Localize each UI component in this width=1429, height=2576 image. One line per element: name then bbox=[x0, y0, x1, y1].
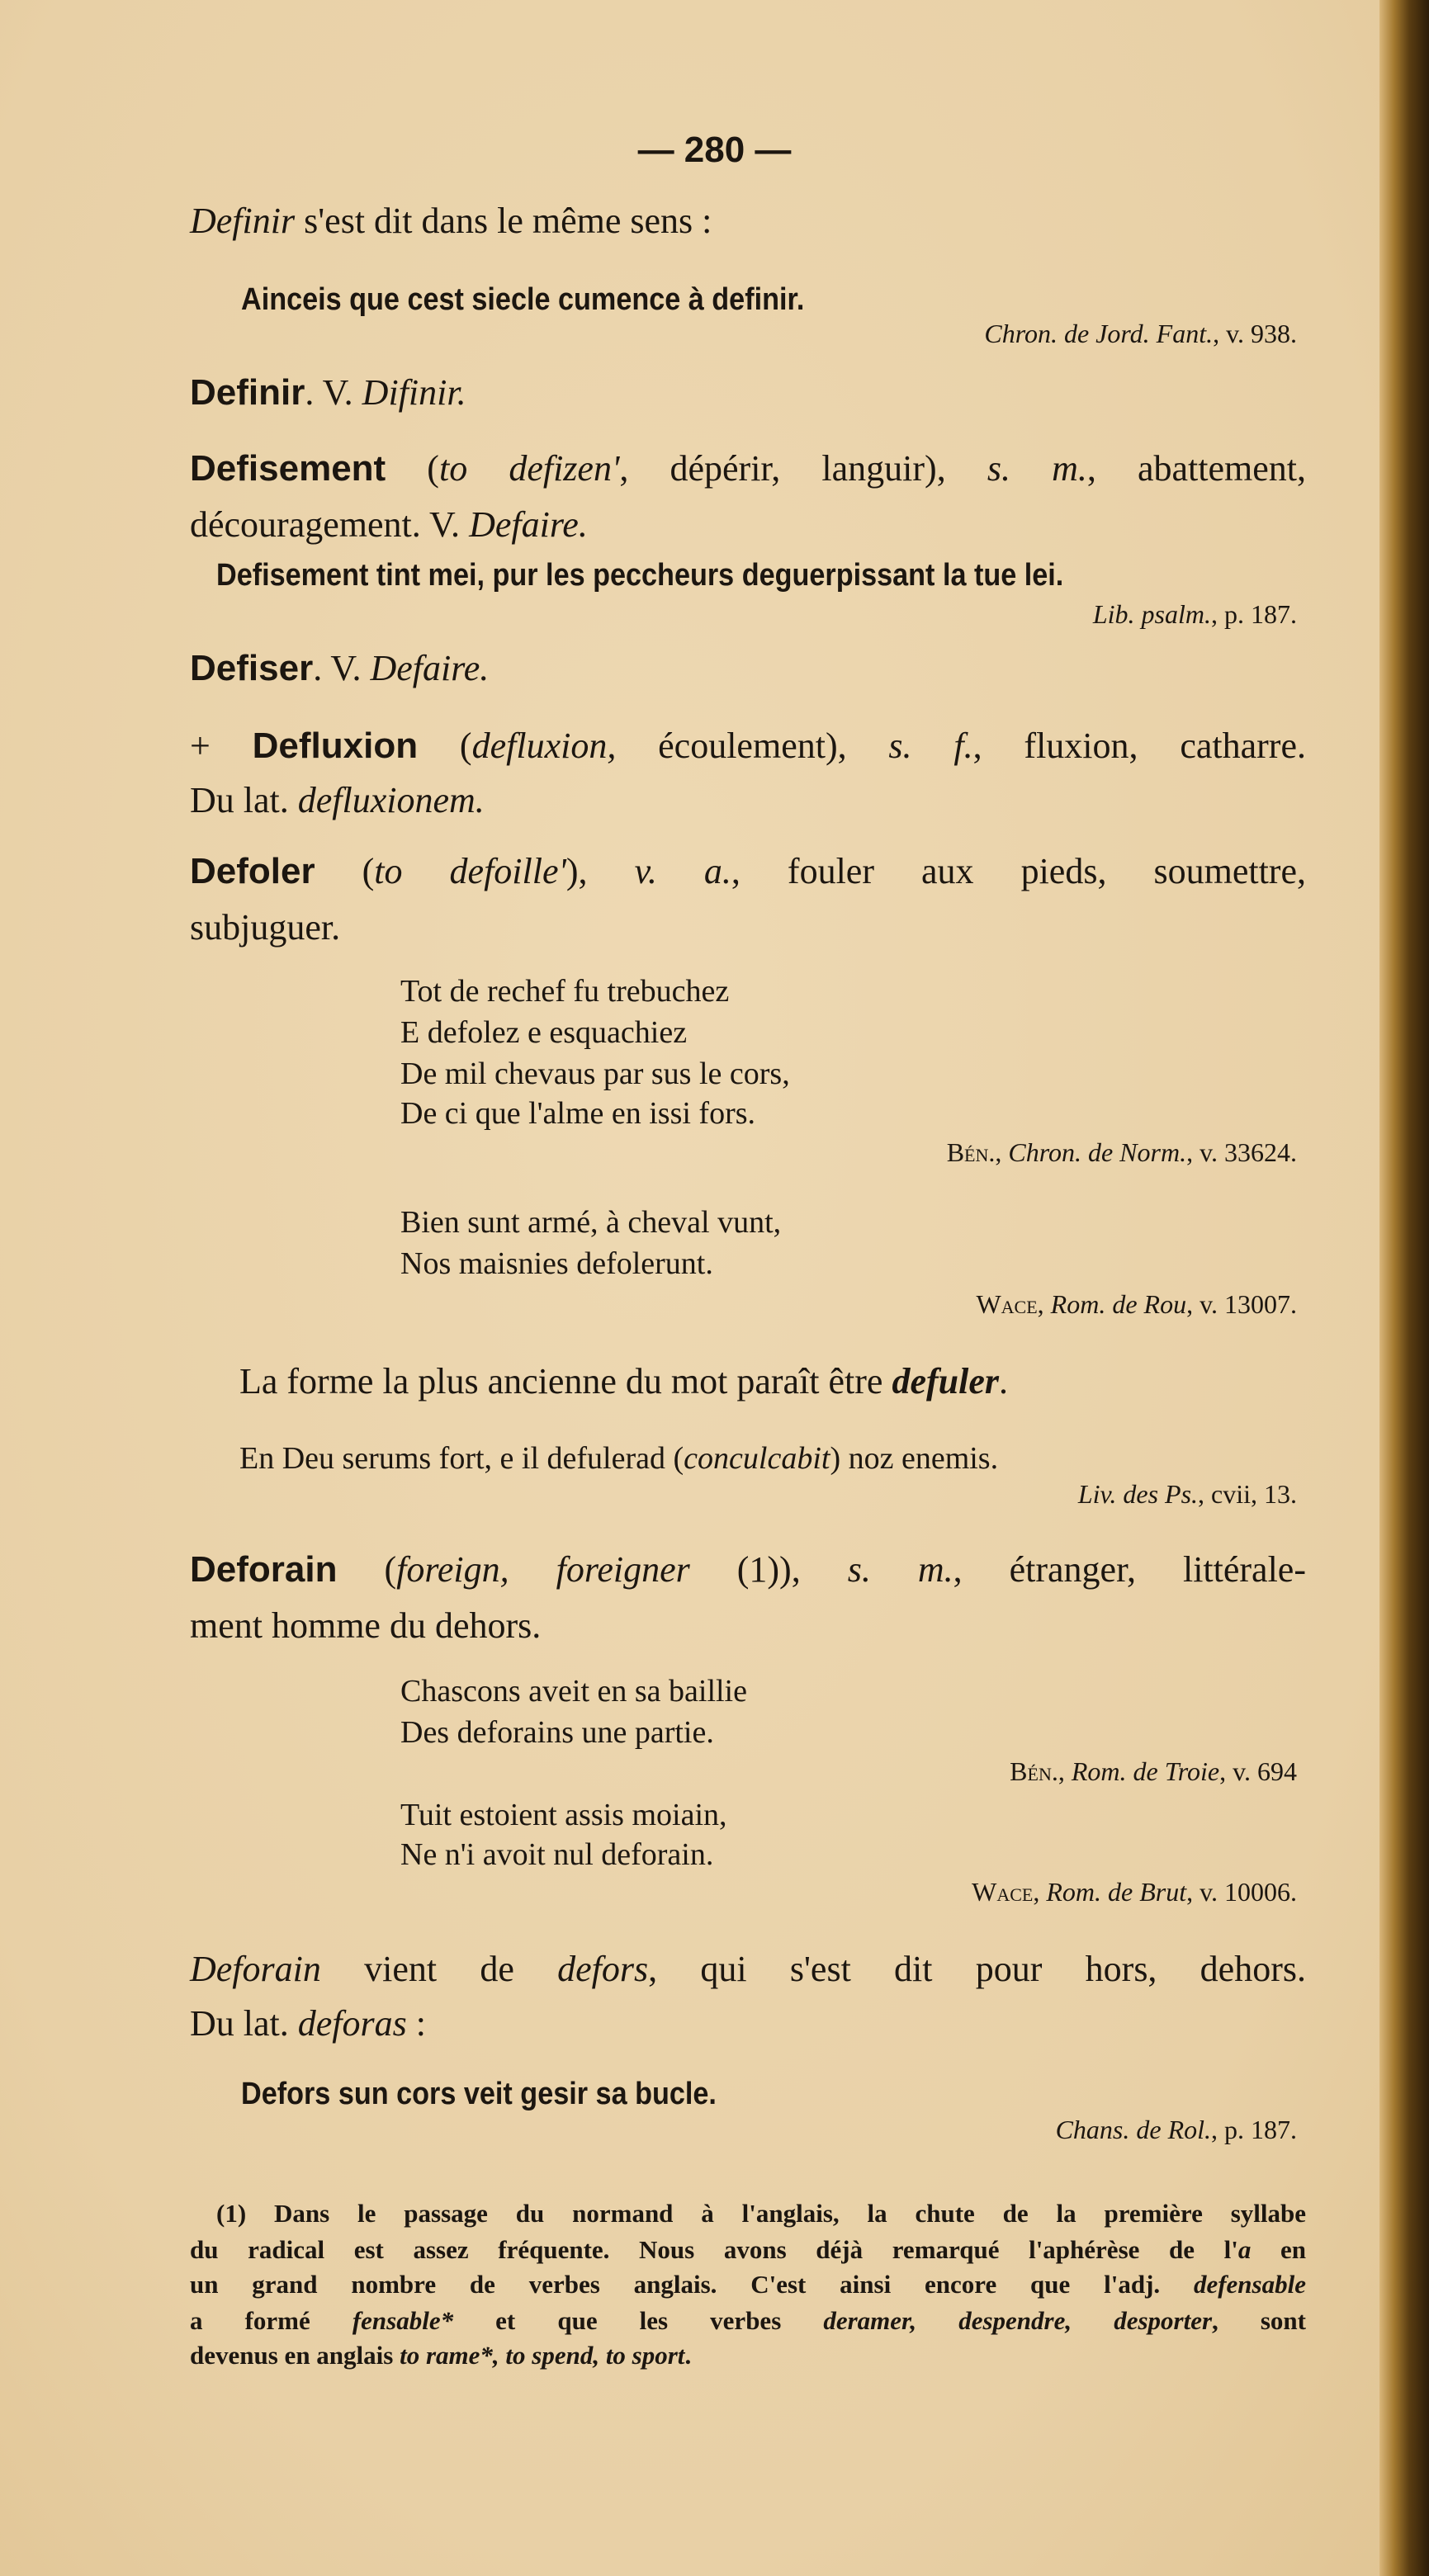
citation-title: Rom. de Troie bbox=[1071, 1756, 1220, 1786]
italic-term: deforas bbox=[297, 2003, 407, 2044]
plus-mark: + bbox=[190, 726, 211, 766]
citation-author: Wace bbox=[972, 1877, 1034, 1907]
italic-term: conculcabit bbox=[684, 1441, 830, 1476]
italic-term: Deforain bbox=[190, 1949, 321, 1989]
citation-title: Lib. psalm. bbox=[1092, 599, 1211, 629]
italic-term: Defaire. bbox=[370, 648, 490, 688]
verse-line: Nos maisnies defolerunt. bbox=[400, 1246, 713, 1281]
citation-title: Chans. de Rol. bbox=[1055, 2115, 1211, 2144]
footnote-line bbox=[190, 2271, 1306, 2297]
italic-term: defensable bbox=[1193, 2270, 1306, 2299]
verse-line: Tot de rechef fu trebuchez bbox=[400, 974, 730, 1009]
footnote-line bbox=[190, 2237, 1306, 2262]
italic-term: defors bbox=[557, 1949, 649, 1989]
paragraph-deforain-line2 bbox=[190, 2003, 426, 2044]
citation-ref: , v. 33624. bbox=[1186, 1137, 1297, 1167]
text: devenus en anglais bbox=[190, 2341, 400, 2370]
text: ( bbox=[418, 726, 472, 766]
text: , sont bbox=[1212, 2306, 1306, 2335]
quote: Ainceis que cest siecle cumence à definir. bbox=[241, 282, 805, 317]
verse-line: E defolez e esquachiez bbox=[400, 1015, 688, 1050]
citation bbox=[972, 1879, 1297, 1905]
citation bbox=[947, 1139, 1297, 1165]
text: a formé bbox=[190, 2306, 353, 2335]
citation-title: Rom. de Rou bbox=[1050, 1289, 1187, 1319]
text: un grand nombre de verbes anglais. C'est ainsi encore que l'adj. bbox=[190, 2270, 1194, 2299]
grammar: s. m. bbox=[847, 1549, 953, 1590]
citation bbox=[984, 320, 1297, 347]
citation bbox=[1078, 1481, 1297, 1507]
italic-term: defluxionem. bbox=[297, 780, 485, 820]
citation-ref: , v. 13007. bbox=[1186, 1289, 1297, 1319]
italic-term: to defizen' bbox=[438, 448, 620, 489]
text: ) noz enemis. bbox=[830, 1441, 999, 1476]
text: . V. bbox=[313, 648, 371, 688]
entry-defisement bbox=[190, 448, 1307, 489]
text: écoulement), bbox=[616, 726, 889, 766]
text: La forme la plus ancienne du mot paraît être bbox=[239, 1361, 892, 1401]
entry-defluxion bbox=[190, 728, 1306, 764]
text: (1)), bbox=[689, 1549, 848, 1590]
grammar: s. m. bbox=[987, 448, 1087, 489]
text: en bbox=[1251, 2235, 1306, 2264]
verse-line: Tuit estoient assis moiain, bbox=[400, 1798, 727, 1832]
entry-defiser bbox=[190, 650, 489, 687]
italic-term: defuler bbox=[892, 1361, 999, 1401]
citation-ref: , cvii, 13. bbox=[1198, 1479, 1297, 1509]
citation-ref: , v. 938. bbox=[1213, 319, 1297, 348]
italic-term: foreign, foreigner bbox=[396, 1549, 690, 1590]
text: ), bbox=[565, 851, 635, 891]
italic-term: a bbox=[1237, 2235, 1252, 2264]
citation-ref: , p. 187. bbox=[1211, 599, 1297, 629]
italic-term: to rame*, to spend, to sport bbox=[400, 2341, 685, 2370]
headword: Defiser bbox=[190, 648, 314, 688]
citation-author: Bén. bbox=[946, 1137, 996, 1167]
text: Du lat. bbox=[190, 780, 298, 820]
entry-defisement-line2 bbox=[190, 504, 588, 545]
verse-line: Ne n'i avoit nul deforain. bbox=[400, 1837, 714, 1872]
footnote-line bbox=[190, 2308, 1306, 2333]
text: , fluxion, catharre. bbox=[972, 726, 1306, 766]
footnote-line: (1) Dans le passage du normand à l'anglais, la chute de la première syllabe bbox=[216, 2199, 1306, 2228]
text: , abattement, bbox=[1086, 448, 1307, 489]
headword: Defoler bbox=[190, 851, 315, 891]
text: . bbox=[684, 2341, 692, 2370]
footnote-line bbox=[190, 2342, 1306, 2368]
headword: Defisement bbox=[190, 448, 386, 489]
headword: Deforain bbox=[190, 1549, 338, 1590]
citation-title: Chron. de Jord. Fant. bbox=[984, 319, 1214, 348]
text: , bbox=[1058, 1756, 1072, 1786]
text: Du lat. bbox=[190, 2003, 298, 2044]
quote: Defisement tint mei, pur les peccheurs deguerpissant la tue lei. bbox=[216, 558, 1064, 593]
verse-line: De ci que l'alme en issi fors. bbox=[400, 1096, 756, 1131]
citation bbox=[1056, 2116, 1297, 2143]
italic-term: deramer, despendre, desporter bbox=[823, 2306, 1213, 2335]
citation bbox=[976, 1291, 1297, 1317]
text: . bbox=[998, 1361, 1008, 1401]
entry-definir bbox=[190, 372, 466, 413]
citation-ref: , v. 694 bbox=[1219, 1756, 1297, 1786]
paragraph-definir bbox=[190, 203, 712, 239]
text: , étranger, littérale- bbox=[953, 1549, 1306, 1590]
text: , dépérir, languir), bbox=[619, 448, 987, 489]
text: , bbox=[1037, 1289, 1051, 1319]
text: découragement. V. bbox=[190, 504, 470, 545]
paragraph-defuler bbox=[239, 1361, 1008, 1401]
text: . V. bbox=[305, 372, 362, 413]
verse-line: Bien sunt armé, à cheval vunt, bbox=[400, 1205, 782, 1240]
page-number: — 280 — bbox=[637, 130, 792, 170]
text: ( bbox=[386, 448, 439, 489]
grammar: s. f. bbox=[888, 726, 973, 766]
italic-term: Defaire. bbox=[469, 504, 588, 545]
italic-term: fensable* bbox=[352, 2306, 454, 2335]
citation-title: Liv. des Ps. bbox=[1077, 1479, 1199, 1509]
quote bbox=[239, 1443, 998, 1474]
verse-line: Des deforains une partie. bbox=[400, 1715, 714, 1750]
headword: Definir bbox=[190, 372, 305, 413]
italic-term: to defoille' bbox=[374, 851, 566, 891]
text: En Deu serums fort, e il defulerad ( bbox=[239, 1441, 684, 1476]
headword: Defluxion bbox=[252, 726, 419, 766]
entry-defoler-line2: subjuguer. bbox=[190, 907, 341, 948]
citation-author: Wace bbox=[976, 1289, 1038, 1319]
verse-line: Chascons aveit en sa baillie bbox=[400, 1674, 747, 1709]
citation bbox=[1093, 601, 1297, 627]
text: du radical est assez fréquente. Nous avons déjà remarqué l'aphérèse de l' bbox=[190, 2235, 1238, 2264]
text: , fouler aux pieds, soumettre, bbox=[731, 851, 1306, 891]
citation-author: Bén. bbox=[1010, 1756, 1058, 1786]
citation-ref: , p. 187. bbox=[1211, 2115, 1297, 2144]
text: vient de bbox=[320, 1949, 558, 1989]
text: ( bbox=[337, 1549, 397, 1590]
italic-term: Definir bbox=[190, 201, 296, 241]
quote: Defors sun cors veit gesir sa bucle. bbox=[241, 2077, 717, 2111]
text: ( bbox=[315, 851, 375, 891]
entry-deforain bbox=[190, 1549, 1306, 1590]
text: , bbox=[1033, 1877, 1047, 1907]
verse-line: De mil chevaus par sus le cors, bbox=[400, 1056, 790, 1091]
entry-defoler bbox=[190, 853, 1306, 890]
grammar: v. a. bbox=[634, 851, 731, 891]
citation bbox=[1010, 1758, 1297, 1784]
italic-term: defluxion, bbox=[471, 726, 617, 766]
text: : bbox=[406, 2003, 426, 2044]
citation-title: Chron. de Norm. bbox=[1008, 1137, 1187, 1167]
entry-deforain-line2: ment homme du dehors. bbox=[190, 1605, 542, 1646]
text: et que les verbes bbox=[453, 2306, 824, 2335]
book-binding-edge bbox=[1379, 0, 1429, 2576]
text: s'est dit dans le même sens : bbox=[295, 201, 712, 241]
text: , bbox=[995, 1137, 1009, 1167]
paragraph-deforain bbox=[190, 1951, 1306, 1988]
citation-title: Rom. de Brut bbox=[1046, 1877, 1187, 1907]
entry-defluxion-line2 bbox=[190, 782, 485, 819]
citation-ref: , v. 10006. bbox=[1186, 1877, 1297, 1907]
text: , qui s'est dit pour hors, dehors. bbox=[648, 1949, 1306, 1989]
italic-term: Difinir. bbox=[362, 372, 466, 413]
